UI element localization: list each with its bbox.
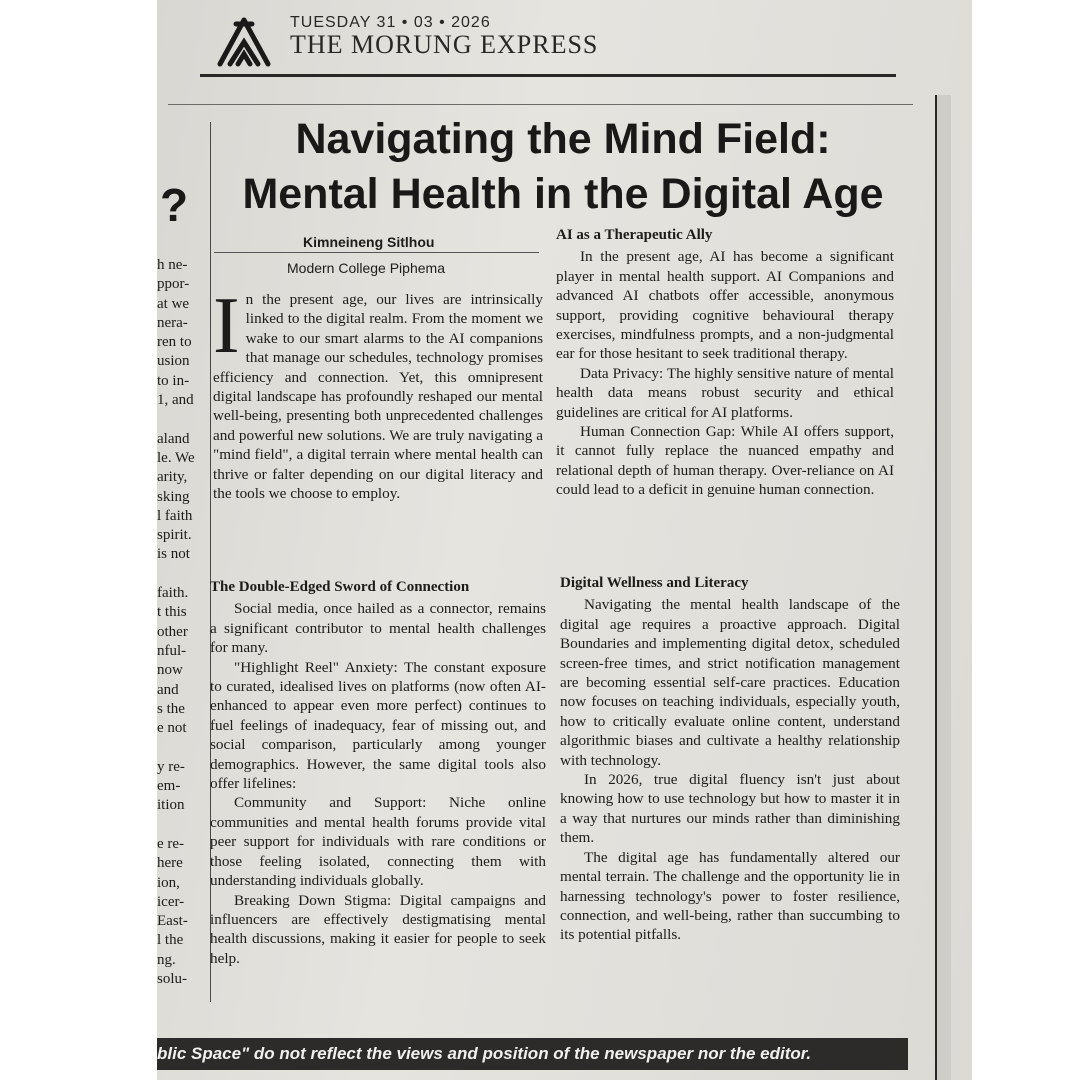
fragment-line: arity, [157, 469, 188, 486]
adjacent-column-fragment [157, 256, 199, 989]
intro-text: n the present age, our lives are intrinsically linked to the digital realm. From the moment we wake to our smart alarms to the AI companions that manage our schedules, technology promises efficiency and connection. Yet, this omnipresent digital landscape has profoundly reshaped our mental well-being, presenting both unprecedented challenges and powerful new solutions. We are truly navigating a "mind field", a digital terrain where mental health can thrive or falter depending on our digital literacy and the tools we choose to employ. [213, 291, 543, 503]
paragraph: Community and Support: Niche online communities and mental health forums provide vital peer support for individuals with rare conditions or those feeling isolated, connecting them with understanding individuals globally. [210, 794, 546, 890]
fragment-line [157, 410, 199, 429]
fragment-line: is not [157, 546, 190, 563]
fragment-line: ppor- [157, 276, 190, 293]
paragraph: In the present age, AI has become a significant player in mental health support. AI Companions and advanced AI chatbots offer accessible, anonymous support, providing cognitive behavioural therapy exercises, mindfulness prompts, and a non-judgmental ear for those hesitant to seek traditional therapy. [556, 248, 894, 363]
section-digital-wellness [560, 574, 900, 945]
fragment-line [157, 565, 199, 584]
section-ai [556, 226, 894, 500]
intro-column [213, 282, 543, 503]
fragment-line: ng. [157, 951, 176, 968]
fragment-line: usion [157, 353, 190, 370]
fragment-line: l the [157, 932, 184, 949]
intro-paragraph [213, 282, 543, 503]
headline-line-2: Mental Health in the Digital Age [242, 170, 884, 218]
issue-date: TUESDAY 31 • 03 • 2026 [290, 14, 491, 31]
page-edge [935, 95, 951, 1080]
fragment-line: and [157, 681, 179, 698]
fragment-line: faith. [157, 585, 189, 602]
fragment-line: s the [157, 700, 185, 717]
fragment-line: e re- [157, 835, 185, 852]
morung-logo-icon [216, 16, 272, 68]
fragment-line: em- [157, 778, 181, 795]
fragment-line: y re- [157, 758, 185, 775]
fragment-line: nful- [157, 642, 187, 659]
fragment-line: ion, [157, 874, 180, 891]
fragment-line: other [157, 623, 188, 640]
side-question-mark: ? [160, 179, 189, 231]
fragment-line: t this [157, 604, 187, 621]
fragment-line: ition [157, 797, 185, 814]
section-heading-wellness: Digital Wellness and Literacy [560, 575, 749, 591]
paragraph: Social media, once hailed as a connector, remains a significant contributor to mental health challenges for many. [210, 600, 546, 657]
fragment-line [157, 816, 199, 835]
author-name: Kimneineng Sitlhou [303, 234, 435, 250]
paragraph: "Highlight Reel" Anxiety: The constant exposure to curated, idealised lives on platforms (now often AI-enhanced to appear even more perfect) continues to fuel feelings of inadequacy, fear of missing out, and social comparison, particularly among younger demographics. However, the same digital tools also offer lifelines: [210, 658, 546, 793]
byline-rule [214, 252, 539, 253]
paragraph: The digital age has fundamentally altered our mental terrain. The challenge and the opportunity lie in harnessing technology's power to foster resilience, connection, and well-being, rather than succumbing to its potential pitfalls. [560, 848, 900, 944]
paragraph: Navigating the mental health landscape of the digital age requires a proactive approach. Digital Boundaries and implementing digital detox, scheduled screen-free times, and strict notification management are becoming essential self-care practices. Education now focuses on teaching individuals, especially youth, how to critically evaluate online content, understand algorithmic biases and cultivate a healthy relationship with technology. [560, 596, 900, 769]
fragment-line: l faith [157, 507, 193, 524]
fragment-line: icer- [157, 893, 185, 910]
paragraph: In 2026, true digital fluency isn't just about knowing how to use technology but how to master it in a way that nurtures our minds rather than diminishing them. [560, 771, 900, 847]
fragment-line: h ne- [157, 257, 188, 273]
paragraph: Breaking Down Stigma: Digital campaigns and influencers are effectively destigmatising mental health discussions, making it easier for people to seek help. [210, 891, 546, 967]
disclaimer-banner: blic Space" do not reflect the views and position of the newspaper nor the editor. [157, 1038, 908, 1070]
fragment-line: ren to [157, 334, 192, 351]
section-heading-ai: AI as a Therapeutic Ally [556, 227, 713, 243]
fragment-line: e not [157, 720, 187, 737]
fragment-line: at we [157, 295, 190, 312]
author-affiliation: Modern College Piphema [287, 260, 445, 276]
section-heading-connection: The Double-Edged Sword of Connection [210, 579, 470, 595]
fragment-line: now [157, 662, 183, 679]
fragment-line: here [157, 855, 183, 872]
fragment-line: 1, and [157, 392, 194, 409]
masthead-rule [200, 74, 896, 77]
section-rule [168, 104, 913, 105]
fragment-line: to in- [157, 372, 190, 389]
drop-cap: I [213, 282, 240, 370]
fragment-line: nera- [157, 314, 188, 331]
fragment-line [157, 738, 199, 757]
fragment-line: aland [157, 430, 190, 447]
fragment-line: solu- [157, 970, 187, 987]
paragraph: Human Connection Gap: While AI offers support, it cannot fully replace the nuanced empathy and relational depth of human therapy. Over-reliance on AI could lead to a deficit in genuine human connection. [556, 423, 894, 499]
article-headline [218, 112, 908, 222]
section-connection [210, 578, 546, 968]
paragraph: Data Privacy: The highly sensitive nature of mental health data means robust security and ethical guidelines are critical for AI platforms. [556, 364, 894, 421]
newspaper-name: THE MORUNG EXPRESS [290, 30, 599, 59]
fragment-line: le. We [157, 449, 195, 466]
headline-line-1: Navigating the Mind Field: [295, 115, 831, 163]
fragment-line: spirit. [157, 527, 192, 544]
fragment-line: sking [157, 488, 190, 505]
fragment-line: East- [157, 913, 188, 930]
